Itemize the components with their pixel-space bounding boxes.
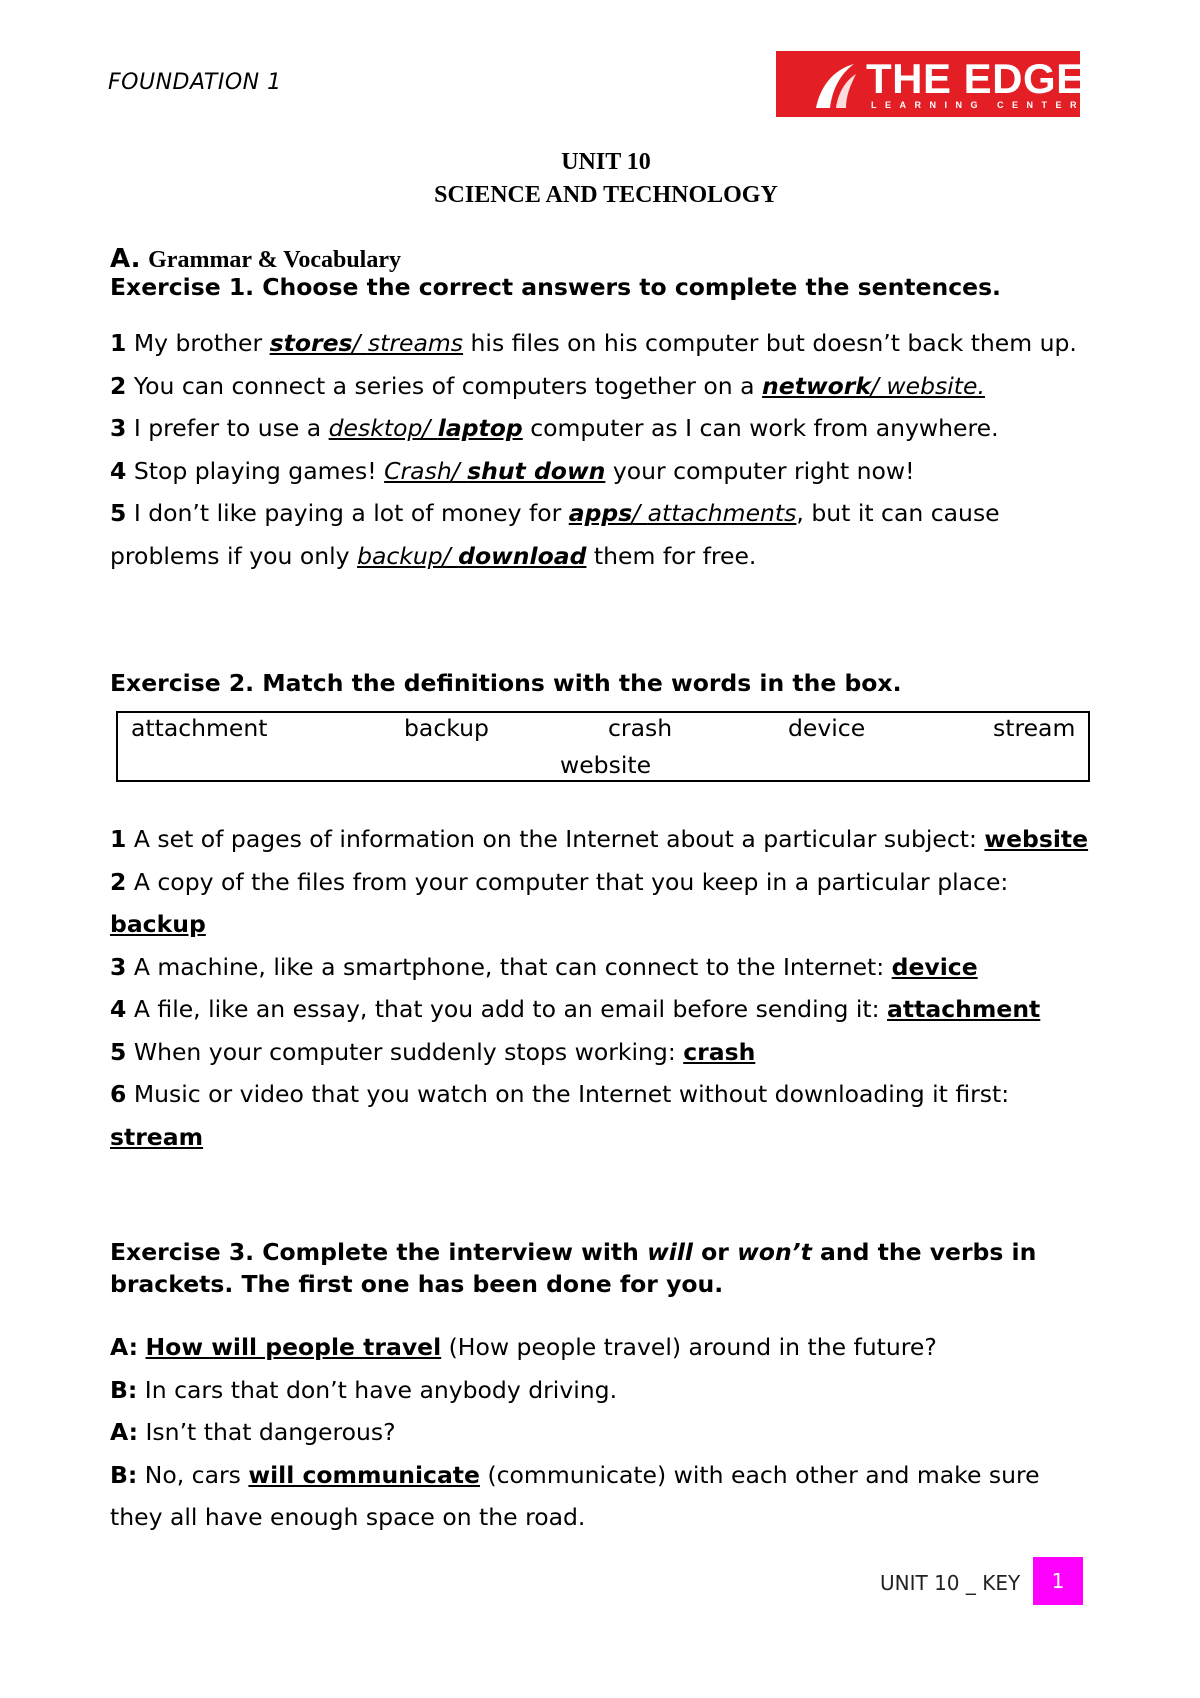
- brand-logo: [776, 51, 1086, 117]
- list-item: 4 A file, like an essay, that you add to an email before sending it: attachment: [110, 995, 1041, 1023]
- exercise3-title: Exercise 3. Complete the interview with will or won’t and the verbs in brackets. The first one has been done for you.: [110, 1238, 1037, 1298]
- word-box-item: device: [788, 714, 866, 742]
- word-box-item: stream: [993, 714, 1076, 742]
- list-item: 2 A copy of the files from your computer that you keep in a particular place: backup: [110, 867, 1009, 938]
- word-box-item: website: [560, 751, 652, 779]
- word-box-item: attachment: [131, 714, 268, 742]
- dialogue-line: B: In cars that don’t have anybody driving.: [110, 1375, 618, 1404]
- list-item: 1 A set of pages of information on the Internet about a particular subject: website: [110, 825, 1089, 853]
- dialogue-line: A: How will people travel (How people travel) around in the future?: [110, 1333, 937, 1361]
- section-heading: [110, 244, 401, 274]
- word-box-item: crash: [608, 714, 673, 742]
- list-item: 4 Stop playing games! Crash/ shut down your computer right now!: [110, 456, 915, 485]
- word-box-item: backup: [404, 714, 489, 742]
- list-item: 1 My brother stores/ streams his files on his computer but doesn’t back them up.: [110, 329, 1077, 357]
- exercise1-title: Exercise 1. Choose the correct answers to complete the sentences.: [110, 273, 1001, 301]
- section-letter: A.: [110, 244, 141, 274]
- list-item: 3 I prefer to use a desktop/ laptop computer as I can work from anywhere.: [110, 414, 999, 442]
- list-item: 2 You can connect a series of computers together on a network/ website.: [110, 371, 985, 400]
- unit-number: UNIT 10: [561, 149, 651, 175]
- unit-title: SCIENCE AND TECHNOLOGY: [434, 182, 778, 208]
- exercise3-dialogue: [110, 1326, 1090, 1539]
- logo-subtitle: LEARNING CENTER: [871, 100, 1086, 110]
- list-item: 5 I don’t like paying a lot of money for apps/ attachments, but it can cause problems if you only backup/ download them for free.: [110, 499, 1000, 570]
- list-item: 5 When your computer suddenly stops working: crash: [110, 1037, 756, 1066]
- course-label: FOUNDATION 1: [108, 70, 282, 95]
- exercise2-list: [110, 818, 1090, 1158]
- dialogue-line: A: Isn’t that dangerous?: [110, 1418, 396, 1446]
- exercise2-title: Exercise 2. Match the definitions with the words in the box.: [110, 669, 902, 697]
- logo-title: THE EDGE: [866, 55, 1085, 102]
- page-number: 1: [1033, 1557, 1083, 1605]
- dialogue-line: B: No, cars will communicate (communicate) with each other and make sure they all have enough space on the road.: [110, 1460, 1040, 1531]
- exercise1-list: [110, 322, 1090, 577]
- logo-mark-icon: [810, 60, 860, 110]
- list-item: 3 A machine, like a smartphone, that can connect to the Internet: device: [110, 952, 978, 981]
- word-box: [116, 711, 1090, 782]
- list-item: 6 Music or video that you watch on the Internet without downloading it first: stream: [110, 1080, 1010, 1151]
- section-title: Grammar & Vocabulary: [148, 247, 402, 273]
- footer-label: UNIT 10 _ KEY: [880, 1571, 1021, 1595]
